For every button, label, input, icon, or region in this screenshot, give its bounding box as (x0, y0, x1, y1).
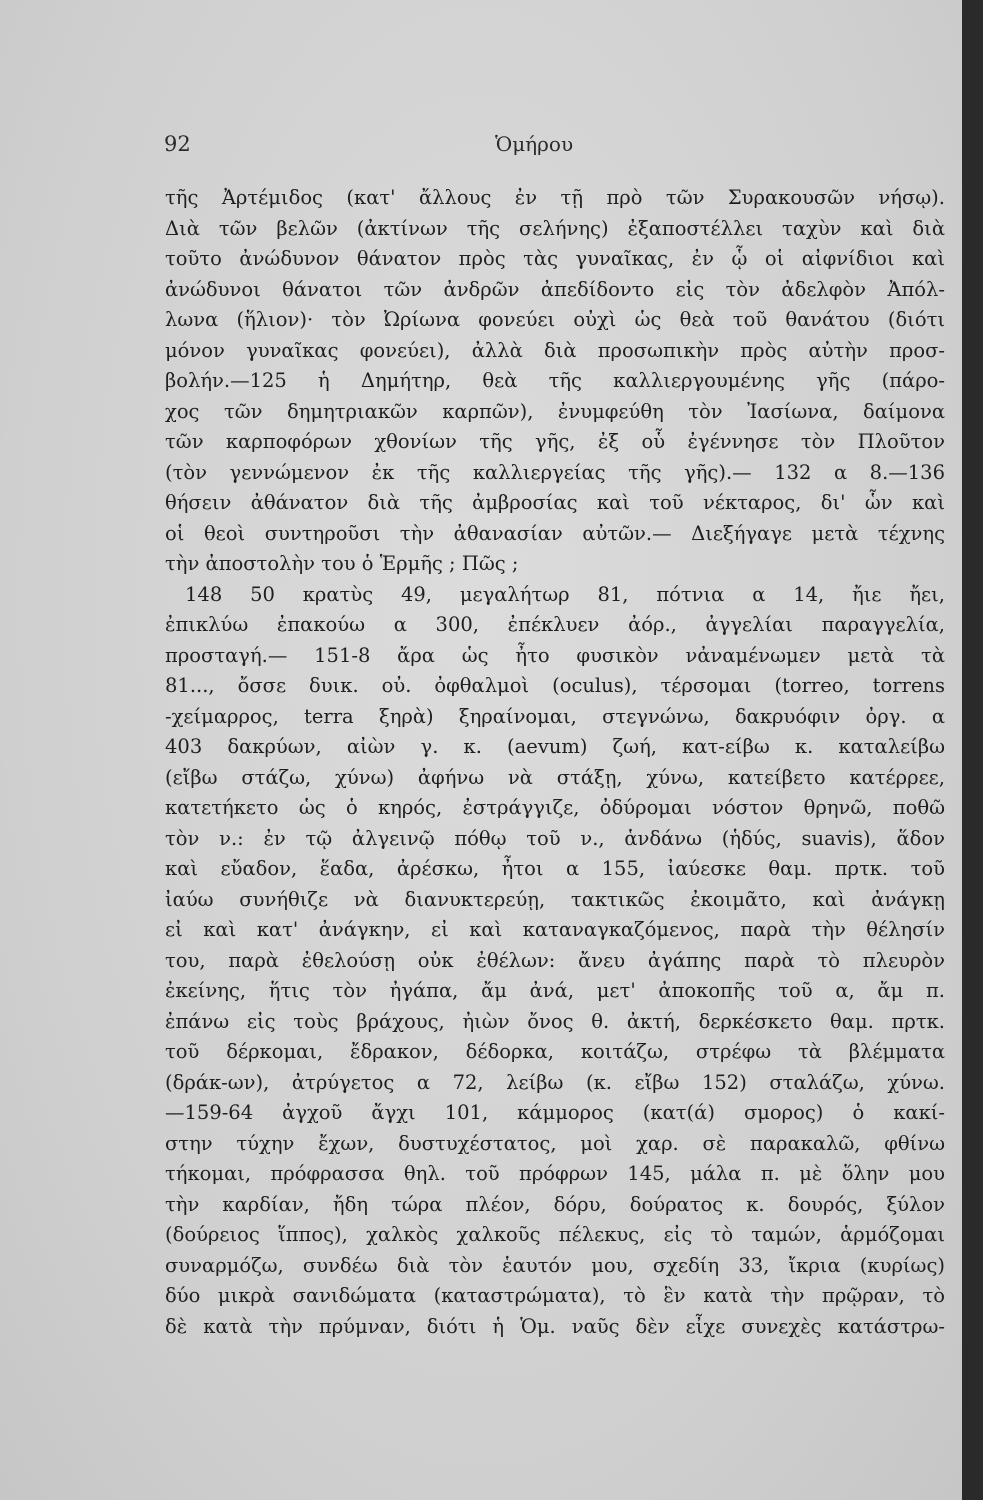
text-line: ἐπικλύω ἐπακούω α 300, ἐπέκλυεν ἀόρ., ἀγγελίαι παραγγελία, (165, 613, 945, 636)
text-line: ἰαύω συνήθιζε νὰ διανυκτερεύῃ, τακτικῶς ἐκοιμᾶτο, καὶ ἀνάγκῃ (165, 887, 945, 911)
book-spine-edge (962, 0, 983, 1500)
text-line: βολήν.—125 ἡ Δημήτηρ, θεὰ τῆς καλλιεργουμένης γῆς (πάρο- (165, 369, 945, 392)
text-line: στην τύχην ἔχων, δυστυχέστατος, μοὶ χαρ. σὲ παρακαλῶ, φθίνω (165, 1131, 945, 1155)
text-line: μόνον γυναῖκας φονεύει), ἀλλὰ διὰ προσωπικὴν πρὸς αὐτὴν προσ- (165, 338, 945, 362)
text-line: κατετήκετο ὡς ὁ κηρός, ἐστράγγιζε, ὀδύρομαι νόστον θρηνῶ, ποθῶ (165, 796, 945, 819)
text-line: τοῦ δέρκομαι, ἔδρακον, δέδορκα, κοιτάζω, στρέφω τὰ βλέμματα (165, 1040, 945, 1063)
page-header (160, 128, 950, 164)
page-number: 92 (164, 132, 191, 156)
text-line: συναρμόζω, συνδέω διὰ τὸν ἑαυτόν μου, σχεδίη 33, ἴκρια (κυρίως) (165, 1253, 945, 1277)
text-line: τοῦτο ἀνώδυνον θάνατον πρὸς τὰς γυναῖκας, ἐν ᾧ οἱ αἰφνίδιοι καὶ (165, 247, 945, 270)
running-title: Ὁμήρου (495, 132, 574, 156)
text-line: του, παρὰ ἐθελούσῃ οὐκ ἐθέλων: ἄνευ ἀγάπης παρὰ τὸ πλευρὸν (165, 948, 945, 972)
text-line: οἱ θεοὶ συντηροῦσι τὴν ἀθανασίαν αὐτῶν.— Διεξήγαγε μετὰ τέχνης (165, 521, 945, 545)
text-line: ἐπάνω εἰς τοὺς βράχους, ἠιὼν ὄνος θ. ἀκτή, δερκέσκετο θαμ. πρτκ. (165, 1009, 945, 1033)
text-line: 81..., ὄσσε δυικ. οὐ. ὀφθαλμοὶ (oculus), τέρσομαι (torreo, torrens (165, 674, 945, 697)
text-line: 148 50 κρατὺς 49, μεγαλήτωρ 81, πότνια α 14, ἤιε ἤει, (185, 582, 945, 606)
text-line: τήκομαι, πρόφρασσα θηλ. τοῦ πρόφρων 145, μάλα π. μὲ ὅλην μου (165, 1162, 945, 1185)
text-line: —159-64 ἀγχοῦ ἄγχι 101, κάμμορος (κατ(ά) σμορος) ὁ κακί- (165, 1101, 945, 1124)
text-line: τῆς Ἀρτέμιδος (κατ' ἄλλους ἐν τῇ πρὸ τῶν Συρακουσῶν νήσῳ). (165, 186, 945, 209)
text-line: τὴν καρδίαν, ἤδη τώρα πλέον, δόρυ, δούρατος κ. δουρός, ξύλον (165, 1192, 945, 1216)
text-line: (εἴβω στάζω, χύνω) ἀφήνω νὰ στάξῃ, χύνω, κατείβετο κατέρρεε, (165, 765, 945, 789)
text-line: ἐκείνης, ἥτις τὸν ἠγάπα, ἄμ ἀνά, μετ' ἀποκοπῆς τοῦ α, ἄμ π. (165, 979, 945, 1002)
text-line: χος τῶν δημητριακῶν καρπῶν), ἐνυμφεύθη τὸν Ἰασίωνα, δαίμονα (165, 399, 945, 423)
text-line: θήσειν ἀθάνατον διὰ τῆς ἀμβροσίας καὶ τοῦ νέκταρος, δι' ὧν καὶ (165, 491, 945, 514)
text-line: λωνα (ἥλιον)· τὸν Ὠρίωνα φονεύει οὐχὶ ὡς θεὰ τοῦ θανάτου (διότι (165, 308, 945, 331)
commentary-text (165, 183, 945, 1342)
text-line: καὶ εὔαδον, ἕαδα, ἀρέσκω, ἦτοι α 155, ἰαύεσκε θαμ. πρτκ. τοῦ (165, 857, 945, 880)
text-line: 403 δακρύων, αἰὼν γ. κ. (aevum) ζωή, κατ-είβω κ. καταλείβω (165, 735, 945, 758)
text-line: τῶν καρποφόρων χθονίων τῆς γῆς, ἐξ οὗ ἐγέννησε τὸν Πλοῦτον (165, 430, 945, 453)
text-line: δύο μικρὰ σανιδώματα (καταστρώματα), τὸ ἓν κατὰ τὴν πρῷραν, τὸ (165, 1284, 945, 1307)
text-line: (δράκ-ων), ἀτρύγετος α 72, λείβω (κ. εἴβω 152) σταλάζω, χύνω. (165, 1070, 945, 1094)
text-line: δὲ κατὰ τὴν πρύμναν, διότι ἡ Ὁμ. ναῦς δὲν εἶχε συνεχὲς κατάστρω- (165, 1314, 945, 1338)
text-line: (τὸν γεννώμενον ἐκ τῆς καλλιεργείας τῆς γῆς).— 132 α 8.—136 (165, 460, 945, 484)
text-line: προσταγή.— 151-8 ἄρα ὡς ἦτο φυσικὸν νἀναμένωμεν μετὰ τὰ (165, 643, 945, 667)
text-line: ἀνώδυνοι θάνατοι τῶν ἀνδρῶν ἀπεδίδοντο εἰς τὸν ἀδελφὸν Ἀπόλ- (165, 277, 945, 301)
text-line: τὴν ἀποστολὴν του ὁ Ἑρμῆς ; Πῶς ; (165, 552, 519, 575)
text-line: εἰ καὶ κατ' ἀνάγκην, εἰ καὶ καταναγκαζόμενος, παρὰ τὴν θέλησίν (165, 918, 945, 941)
text-line: (δούρειος ἵππος), χαλκὸς χαλκοῦς πέλεκυς, εἰς τὸ ταμών, ἁρμόζομαι (165, 1223, 945, 1246)
text-line: -χείμαρρος, terra ξηρὰ) ξηραίνομαι, στεγνώνω, δακρυόφιν ὀργ. α (165, 704, 945, 728)
text-line: τὸν ν.: ἐν τῷ ἀλγεινῷ πόθῳ τοῦ ν., ἁνδάνω (ἡδύς, suavis), ἅδον (165, 826, 945, 850)
text-line: Διὰ τῶν βελῶν (ἀκτίνων τῆς σελήνης) ἐξαποστέλλει ταχὺν καὶ διὰ (165, 216, 945, 240)
